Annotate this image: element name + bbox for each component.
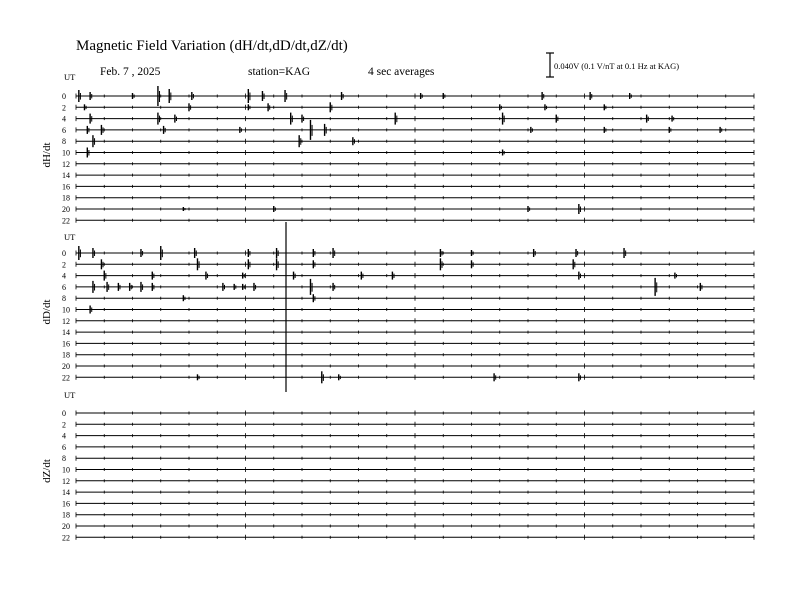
hour-tick-label: 12 <box>62 316 70 326</box>
hour-tick-label: 0 <box>62 92 66 101</box>
hour-tick-label: 22 <box>62 533 70 543</box>
hour-tick-label: 8 <box>62 294 66 304</box>
ut-axis-label: UT <box>64 390 76 400</box>
hour-tick-label: 8 <box>62 454 66 464</box>
hour-tick-label: 6 <box>62 125 66 135</box>
hour-tick-label: 10 <box>62 305 70 315</box>
hour-tick-label: 10 <box>62 148 70 158</box>
scale-bar <box>546 53 554 77</box>
hour-tick-label: 16 <box>62 339 70 349</box>
date-label: Feb. 7 , 2025 <box>100 66 161 78</box>
hour-tick-label: 4 <box>62 431 66 441</box>
station-label: station=KAG <box>248 66 311 78</box>
hour-tick-label: 12 <box>62 159 70 169</box>
hour-tick-label: 22 <box>62 373 70 383</box>
hour-tick-label: 18 <box>62 193 70 203</box>
hour-tick-label: 2 <box>62 420 66 430</box>
hour-tick-label: 6 <box>62 282 66 292</box>
hour-tick-label: 14 <box>62 328 70 338</box>
hour-tick-label: 2 <box>62 260 66 270</box>
hour-tick-label: 20 <box>62 362 70 371</box>
panel-dhdt <box>41 72 754 225</box>
hour-tick-label: 6 <box>62 442 66 452</box>
hour-tick-label: 2 <box>62 103 66 113</box>
panel-dddt <box>41 232 754 383</box>
hour-tick-label: 0 <box>62 409 66 418</box>
component-label: dZ/dt <box>41 459 53 483</box>
averaging-label: 4 sec averages <box>368 66 435 78</box>
panel-dzdt <box>41 390 754 542</box>
hour-tick-label: 18 <box>62 350 70 360</box>
chart-title: Magnetic Field Variation (dH/dt,dD/dt,dZ/dt) <box>76 38 348 54</box>
hour-tick-label: 20 <box>62 205 70 214</box>
hour-tick-label: 10 <box>62 465 70 475</box>
ut-axis-label: UT <box>64 72 76 82</box>
hour-tick-label: 22 <box>62 216 70 226</box>
hour-tick-label: 14 <box>62 171 70 181</box>
hour-tick-label: 12 <box>62 476 70 486</box>
ut-axis-label: UT <box>64 232 76 242</box>
hour-tick-label: 16 <box>62 499 70 509</box>
hour-tick-label: 18 <box>62 510 70 520</box>
hour-tick-label: 4 <box>62 271 66 281</box>
hour-tick-label: 8 <box>62 137 66 147</box>
hour-tick-label: 0 <box>62 249 66 258</box>
hour-tick-label: 4 <box>62 114 66 124</box>
hour-tick-label: 14 <box>62 488 70 498</box>
component-label: dD/dt <box>41 299 53 325</box>
hour-tick-label: 16 <box>62 182 70 192</box>
scale-label: 0.040V (0.1 V/nT at 0.1 Hz at KAG) <box>554 61 680 71</box>
component-label: dH/dt <box>41 142 53 168</box>
hour-tick-label: 20 <box>62 522 70 531</box>
